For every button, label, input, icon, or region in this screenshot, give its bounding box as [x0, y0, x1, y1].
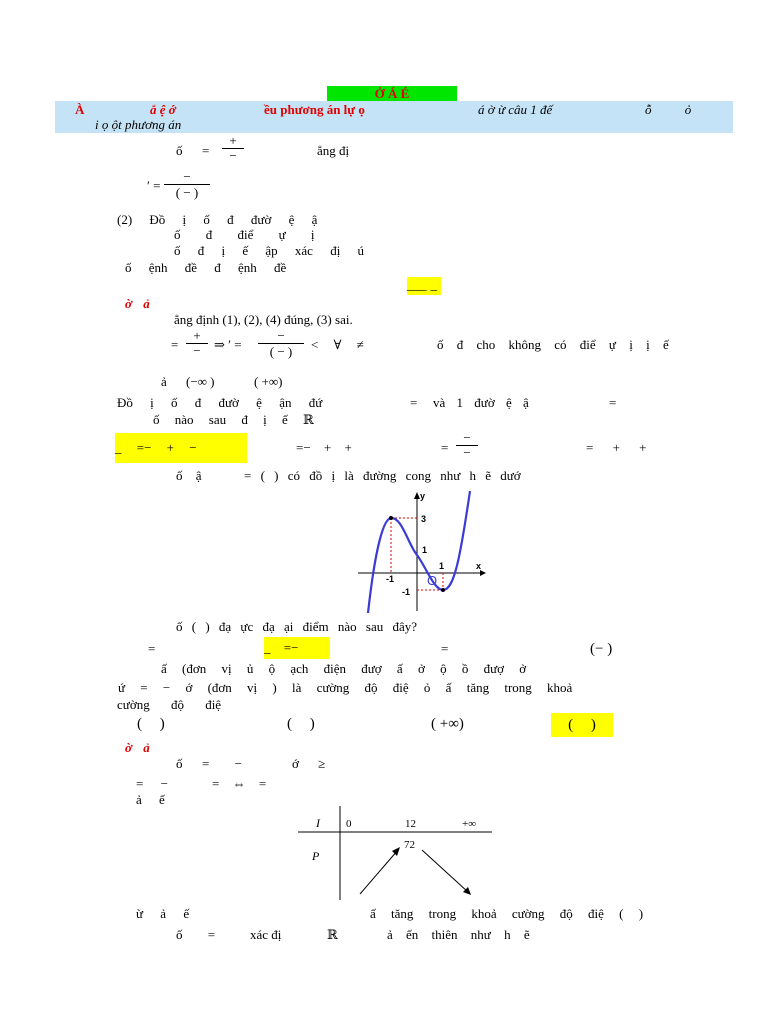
- increase-arrow: [360, 850, 398, 894]
- q2-line2: ố nào sau đ ị ế ℝ: [153, 412, 314, 427]
- sol4-line4-b: ấ tăng trong khoả cường độ điệ ( ): [370, 906, 644, 921]
- sol4-line2-b: = ⇔ =: [212, 776, 267, 791]
- q1-answer-text: ___: [407, 277, 427, 292]
- sol1-line3-b: (−∞ ): [186, 374, 215, 389]
- q2-option-c-den: −: [463, 445, 471, 460]
- sol1-frac1-den: −: [193, 343, 201, 358]
- q2-option-c-num: −: [456, 431, 478, 446]
- axis-label-y: y: [420, 491, 426, 501]
- sol1-line1: ẳng định (1), (2), (4) đúng, (3) sai.: [174, 312, 353, 327]
- heading-text: Ở Á É: [374, 86, 410, 101]
- banner-line1-b: ắ ệ ớ: [150, 102, 176, 117]
- q2-option-c-left[interactable]: =: [441, 440, 449, 455]
- q2-line1-c: và 1 đườ ệ ậ: [433, 395, 529, 410]
- q3-option-c[interactable]: =: [441, 641, 449, 656]
- tick-x-neg1: -1: [386, 574, 395, 584]
- sol1-line2-right: < ∀ ≠: [311, 337, 364, 352]
- sol1-line3-a: ả: [161, 374, 167, 389]
- sol1-line2-tail: ố đ cho không có điể ự ị ị ế: [437, 337, 669, 352]
- table-row1-v2: +∞: [462, 818, 477, 830]
- table-row2-label: P: [312, 849, 320, 863]
- tick-x1: 1: [439, 561, 445, 571]
- sol1-frac2-num: −: [258, 329, 304, 344]
- sol4-line1-b: = −: [202, 756, 242, 771]
- q1-fraction2: [164, 170, 210, 201]
- tick-y-neg1: -1: [402, 587, 411, 597]
- q2-line1-b: =: [410, 395, 418, 410]
- cubic-graph: [356, 489, 490, 613]
- q1-line1-eq: =: [202, 143, 210, 158]
- q4-option-c[interactable]: ( +∞): [431, 716, 464, 732]
- max-point: [389, 516, 393, 520]
- q2-line1-d: =: [609, 395, 617, 410]
- banner-line1-c: ều phương án lự ọ: [264, 102, 365, 117]
- q1-line1-a: ố: [176, 143, 183, 158]
- sol4-line5-c: ℝ: [327, 927, 338, 942]
- tick-y1: 1: [422, 545, 428, 555]
- q1-answer-tail: _: [430, 277, 437, 292]
- sol1-frac2: [258, 329, 304, 360]
- q1-line6: ố ệnh đề đ ệnh đề: [125, 260, 287, 275]
- sol4-line5-d: ả ến thiên như h ẽ: [387, 927, 530, 942]
- table-row1-label: I: [316, 816, 320, 830]
- sol4-line4-a: ừ ả ế: [136, 906, 190, 921]
- sol1-label: ờ ả: [125, 296, 150, 311]
- sol1-frac2-den: ( − ): [269, 344, 293, 359]
- sol4-line3: ả ế: [136, 792, 165, 807]
- q1-frac-den: −: [229, 148, 237, 163]
- q2-option-a-text: _ =− + −: [115, 440, 197, 455]
- q2-option-d[interactable]: = + +: [586, 440, 647, 455]
- banner-line1-d: á ờ ừ câu 1 đế: [478, 102, 553, 117]
- q1-answer: [407, 277, 441, 295]
- q4-line2: ứ = − ớ (đơn vị ) là cường độ điệ ỏ ấ tăng trong khoả: [118, 680, 573, 695]
- banner-line1-e: ỗ ỏ: [645, 102, 692, 117]
- sol4-line5-b: xác đị: [250, 927, 282, 942]
- q4-option-a[interactable]: ( ): [137, 716, 165, 732]
- q4-option-d-text: ( ): [568, 717, 596, 733]
- q3-option-b-text: _ =−: [264, 640, 299, 655]
- table-row1-v1: 12: [405, 818, 416, 830]
- banner-line2: i ọ ột phương án: [95, 117, 182, 132]
- q2-option-b[interactable]: =− + +: [296, 440, 352, 455]
- tick-y3: 3: [421, 514, 427, 524]
- banner-line1-a: À: [75, 102, 85, 117]
- table-row2-peak: 72: [404, 839, 415, 851]
- sol4-line1-a: ố: [176, 756, 183, 771]
- q3-option-d[interactable]: (− ): [590, 641, 613, 657]
- q3-question: ố ( ) đạ ực đạ ại điểm nào sau đây?: [176, 619, 418, 634]
- q4-option-d[interactable]: [551, 713, 613, 737]
- q1-fraction: [222, 134, 244, 163]
- q1-line2-a: ′ =: [147, 178, 161, 193]
- sol1-line3-c: ( +∞): [254, 374, 283, 389]
- sol4-line2-a: = −: [136, 776, 168, 791]
- q1-line4: ố đ điể ự ị: [174, 227, 315, 242]
- q3-option-a[interactable]: =: [148, 641, 156, 656]
- q3-line1-b: = ( ) có đồ ị là đường cong như h ẽ dướ: [244, 468, 521, 483]
- sol4-line1-c: ớ ≥: [292, 756, 326, 771]
- cubic-curve: [368, 491, 470, 613]
- q4-line1: ấ (đơn vị ủ ộ ạch điện đượ ấ ở ộ ồ đượ ở: [161, 661, 527, 676]
- min-point: [441, 588, 445, 592]
- q3-line1-a: ố ậ: [176, 468, 202, 483]
- table-row1-v0: 0: [346, 818, 352, 830]
- origin-label: O: [427, 573, 438, 588]
- sol1-line2-left: =: [171, 337, 179, 352]
- sol1-frac1: [186, 329, 208, 358]
- q4-option-b[interactable]: ( ): [287, 716, 315, 732]
- axis-label-x: x: [476, 561, 482, 571]
- q1-frac-num: +: [222, 134, 244, 149]
- q3-option-b[interactable]: [264, 637, 330, 659]
- q1-line3: (2) Đồ ị ố đ đườ ệ ậ: [117, 212, 318, 227]
- variation-table: [298, 806, 498, 900]
- sol4-label: ờ ả: [125, 740, 150, 755]
- q2-option-c-frac: [456, 431, 478, 460]
- sol1-frac1-num: +: [186, 329, 208, 344]
- sol1-arrow: ⇒ ′ =: [214, 337, 242, 352]
- increase-arrowhead: [392, 847, 400, 856]
- q2-option-a[interactable]: [115, 433, 247, 463]
- q1-line1-c: ẳng đị: [317, 143, 350, 158]
- q2-line1-a: Đồ ị ố đ đườ ệ ận đứ: [117, 395, 323, 410]
- q4-line3: cường độ điệ: [117, 697, 222, 712]
- decrease-arrow: [422, 850, 468, 892]
- sol4-line5-a: ố =: [176, 927, 216, 942]
- q1-frac2-den: ( − ): [175, 185, 199, 200]
- q1-frac2-num: −: [164, 170, 210, 185]
- q1-line5: ố đ ị ế ập xác đị ú: [174, 243, 365, 258]
